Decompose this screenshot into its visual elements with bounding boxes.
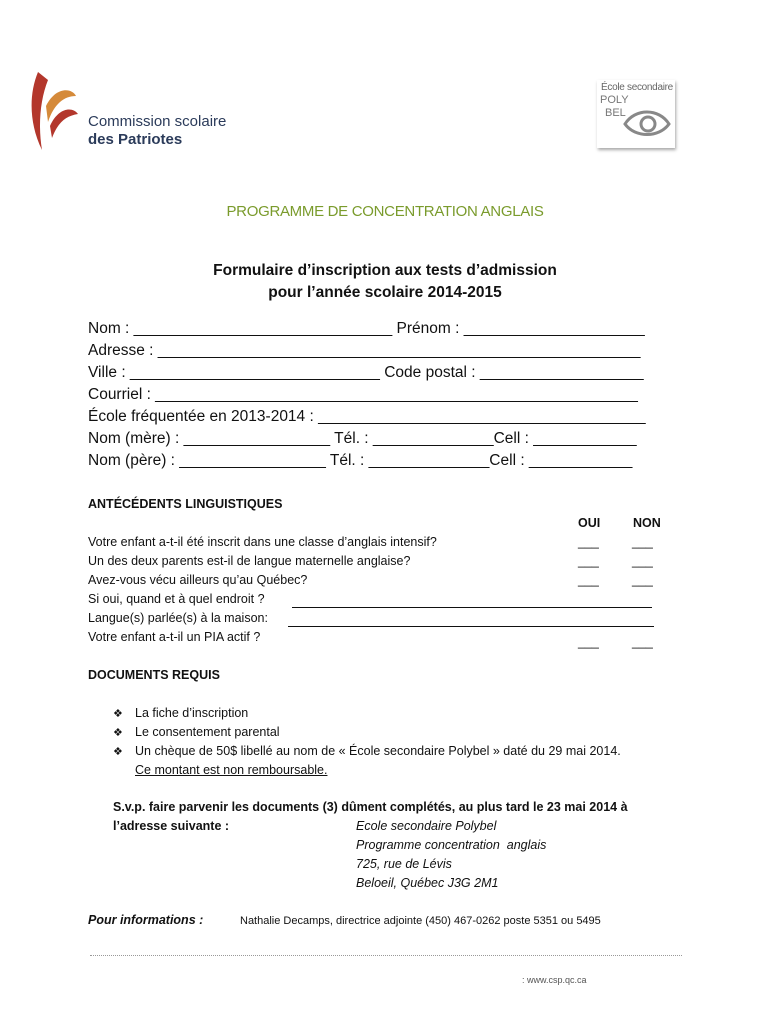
home-language-line[interactable] [288,626,654,627]
footer-url[interactable]: : www.csp.qc.ca [522,975,587,985]
form-title-line2: pour l’année scolaire 2014-2015 [268,284,502,301]
footer-divider [90,955,682,956]
polybel-logo [597,80,675,148]
answer-non-1[interactable]: ___ [632,535,653,549]
diamond-bullet-icon: ❖ [113,708,123,720]
linguistics-heading: ANTÉCÉDENTS LINGUISTIQUES [88,497,283,511]
field-mere[interactable]: Nom (mère) : _________________ Tél. : ______________Cell : ____________ [88,430,637,447]
address-line: Beloeil, Québec J3G 2M1 [356,876,499,890]
leaf-logo-icon [28,66,88,156]
answer-oui-3[interactable]: ___ [578,573,599,587]
answer-oui-1[interactable]: ___ [578,535,599,549]
address-line: Ecole secondaire Polybel [356,819,497,833]
non-refundable-note: Ce montant est non remboursable. [135,763,328,777]
logo-text-line1: Commission scolaire [88,113,227,130]
logo-poly-text: POLY [600,94,629,106]
field-nom-prenom[interactable]: Nom : ______________________________ Prénom : _____________________ [88,320,645,337]
program-title: PROGRAMME DE CONCENTRATION ANGLAIS [226,203,544,220]
question-intensive-english: Votre enfant a-t-il été inscrit dans une classe d’anglais intensif? [88,535,437,549]
answer-non-3[interactable]: ___ [632,573,653,587]
logo-school-name: École secondaire [601,82,673,93]
field-pere[interactable]: Nom (père) : _________________ Tél. : ______________Cell : ____________ [88,452,633,469]
diamond-bullet-icon: ❖ [113,746,123,758]
field-ecole-frequentee[interactable]: École fréquentée en 2013-2014 : ______________________________________ [88,408,646,425]
logo-bel-text: BEL [605,107,626,119]
form-title-line1: Formulaire d’inscription aux tests d’admission [213,262,557,279]
field-adresse[interactable]: Adresse : ________________________________________________________ [88,342,641,359]
question-lived-elsewhere: Avez-vous vécu ailleurs qu’au Québec? [88,573,308,587]
answer-non-2[interactable]: ___ [632,554,653,568]
address-line: 725, rue de Lévis [356,857,452,871]
non-header: NON [633,516,661,530]
contact-info: Nathalie Decamps, directrice adjointe (450) 467-0262 poste 5351 ou 5495 [240,915,601,927]
address-line: Programme concentration anglais [356,838,547,852]
diamond-bullet-icon: ❖ [113,727,123,739]
question-english-parent: Un des deux parents est-il de langue maternelle anglaise? [88,554,411,568]
answer-oui-pia[interactable]: ___ [578,635,599,649]
field-ville-code-postal[interactable]: Ville : _____________________________ Code postal : ___________________ [88,364,644,381]
field-courriel[interactable]: Courriel : ________________________________________________________ [88,386,638,403]
logo-text-line2: des Patriotes [88,131,183,148]
document-item: ❖ Un chèque de 50$ libellé au nom de « École secondaire Polybel » daté du 29 mai 2014. [113,744,621,758]
eye-icon [621,102,673,144]
commission-scolaire-logo [28,66,228,156]
where-when-line[interactable] [292,607,652,608]
answer-oui-2[interactable]: ___ [578,554,599,568]
question-where-when: Si oui, quand et à quel endroit ? [88,592,265,606]
answer-non-pia[interactable]: ___ [632,635,653,649]
instructions-line2: l’adresse suivante : [113,819,230,833]
documents-heading: DOCUMENTS REQUIS [88,668,220,682]
question-pia: Votre enfant a-t-il un PIA actif ? [88,630,261,644]
instructions-line1: S.v.p. faire parvenir les documents (3) dûment complétés, au plus tard le 23 mai 2014 à [113,800,628,814]
contact-label: Pour informations : [88,913,204,927]
question-home-language: Langue(s) parlée(s) à la maison: [88,611,268,625]
oui-header: OUI [578,516,601,530]
document-item: ❖ Le consentement parental [113,725,280,739]
document-item: ❖ La fiche d’inscription [113,706,249,720]
